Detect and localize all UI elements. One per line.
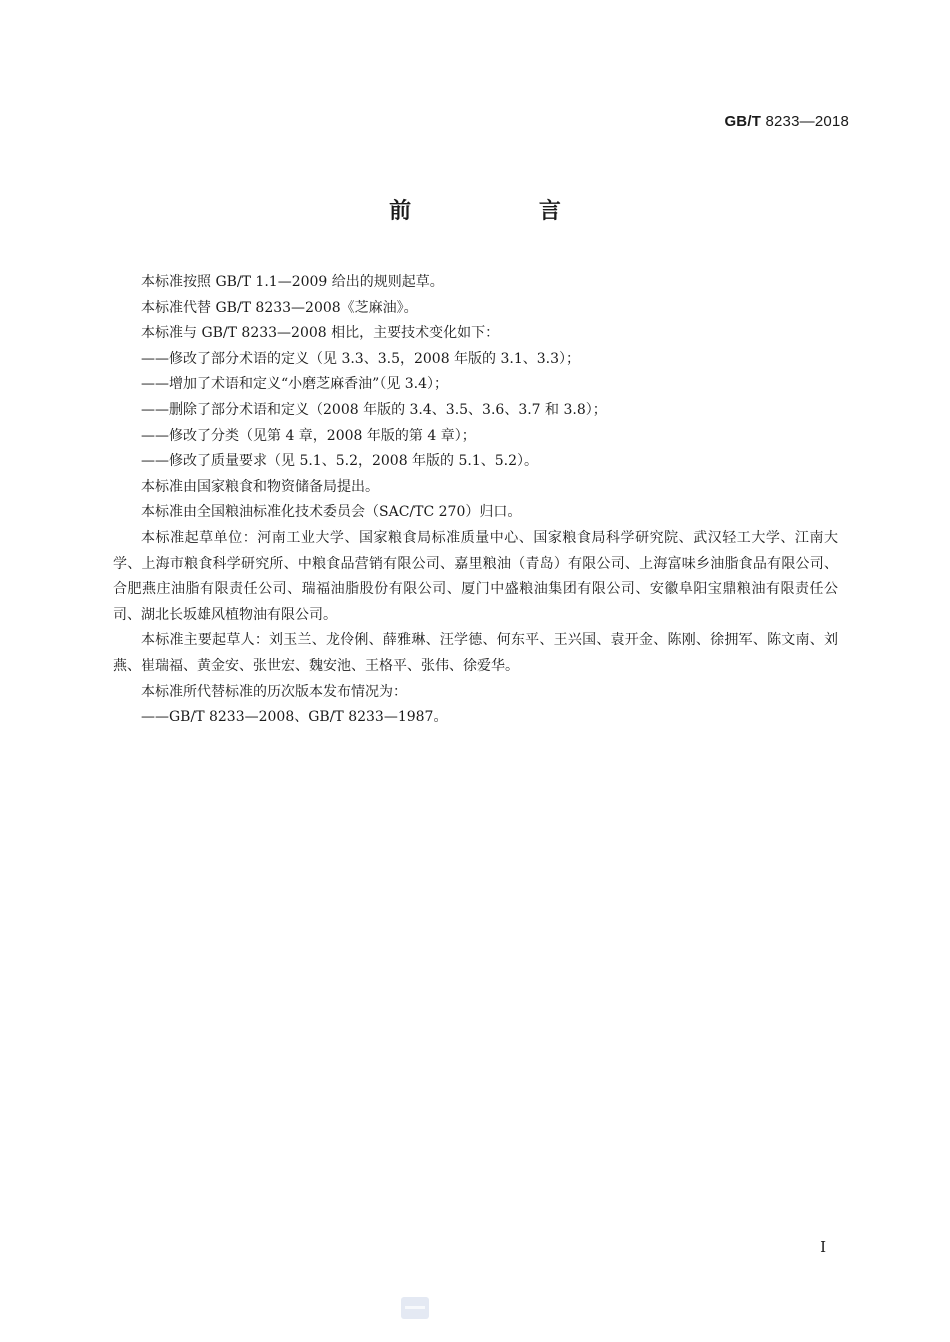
- paragraph-committee: 本标准由全国粮油标准化技术委员会（SAC/TC 270）归口。: [141, 504, 522, 521]
- paragraph-drafting-units: 本标准起草单位：河南工业大学、国家粮食局标准质量中心、国家粮食局科学研究院、武汉轻工大学、江南大学、上海市粮食科学研究所、中粮食品营销有限公司、嘉里粮油（青岛）有限公司、上海富味乡油脂食品有限公司、合肥燕庄油脂有限责任公司、瑞福油脂股份有限公司、厦门中盛粮油集团有限公司、安徽阜阳宝鼎粮油有限责任公司、湖北长坂雄风植物油有限公司。: [113, 529, 838, 623]
- paragraph-drafting-rules: 本标准按照 GB/T 1.1—2009 给出的规则起草。: [141, 274, 444, 290]
- change-item: ——删除了部分术语和定义（2008 年版的 3.4、3.5、3.6、3.7 和 3.8）；: [141, 401, 607, 418]
- change-item: ——修改了部分术语的定义（见 3.3、3.5，2008 年版的 3.1、3.3）；: [141, 350, 581, 367]
- page-title: 前 言: [389, 199, 621, 224]
- paragraph-replaces: 本标准代替 GB/T 8233—2008《芝麻油》。: [141, 299, 418, 316]
- watermark-logo-icon: [401, 1297, 429, 1319]
- paragraph-changes-intro: 本标准与 GB/T 8233—2008 相比，主要技术变化如下：: [141, 325, 500, 342]
- history-item: ——GB/T 8233—2008、GB/T 8233—1987。: [141, 709, 448, 726]
- paragraph-proposer: 本标准由国家粮食和物资储备局提出。: [141, 478, 379, 495]
- standard-code-prefix: GB/T: [724, 113, 762, 130]
- change-item: ——增加了术语和定义“小磨芝麻香油”（见 3.4）；: [141, 376, 449, 393]
- paragraph-history-intro: 本标准所代替标准的历次版本发布情况为：: [141, 683, 407, 700]
- standard-code: [724, 113, 849, 130]
- foreword-body: [113, 270, 838, 731]
- page-number: I: [820, 1238, 826, 1256]
- change-item: ——修改了质量要求（见 5.1、5.2，2008 年版的 5.1、5.2）。: [141, 453, 539, 470]
- paragraph-drafters: 本标准主要起草人：刘玉兰、龙伶俐、薛雅琳、汪学德、何东平、王兴国、袁开金、陈刚、徐拥军、陈文南、刘燕、崔瑞福、黄金安、张世宏、魏安池、王格平、张伟、徐爱华。: [113, 632, 838, 674]
- change-item: ——修改了分类（见第 4 章，2008 年版的第 4 章）；: [141, 427, 476, 444]
- standard-code-number: 8233—2018: [765, 113, 849, 130]
